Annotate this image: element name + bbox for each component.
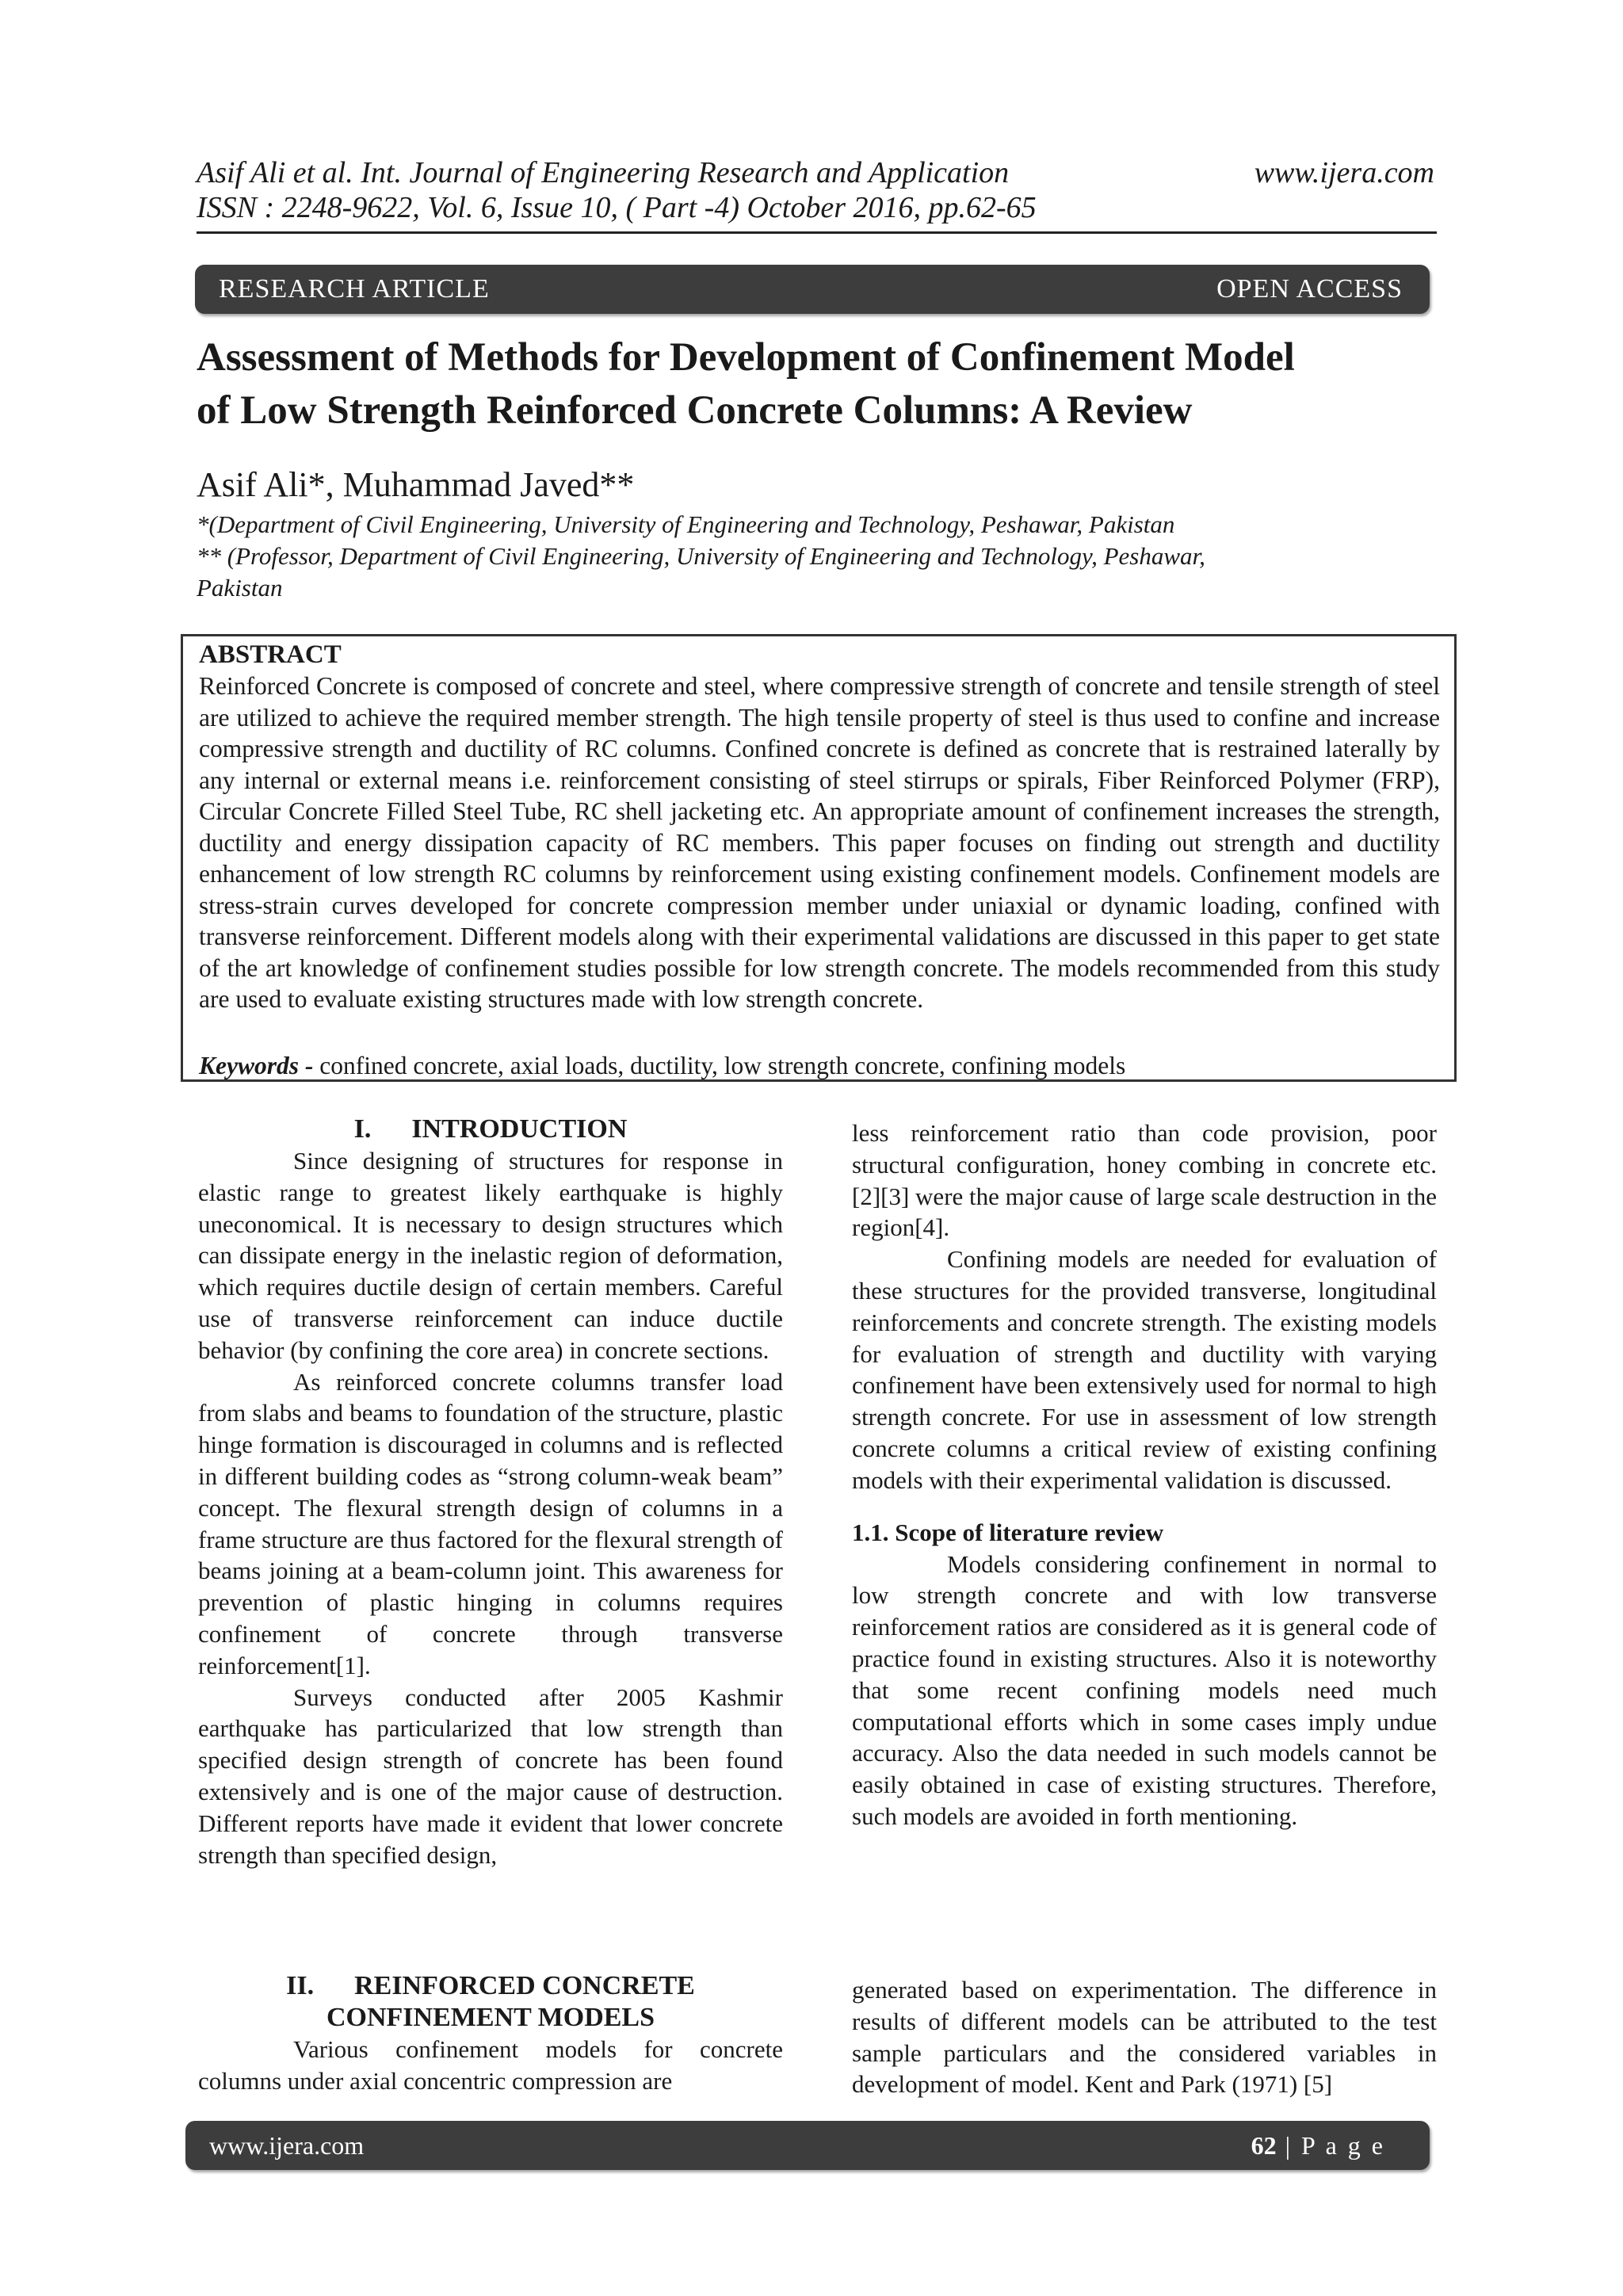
page-footer	[185, 2121, 1430, 2170]
paragraph: less reinforcement ratio than code provision, poor structural configuration, honey combing in concrete etc. [2][3] were the major cause of large scale destruction in the region[4].	[852, 1119, 1437, 1242]
subsection-heading-scope: 1.1. Scope of literature review	[852, 1518, 1164, 1546]
page-number	[1251, 2131, 1385, 2160]
paragraph: Various confinement models for concrete columns under axial concentric compression are	[198, 2035, 783, 2095]
title-line-2: of Low Strength Reinforced Concrete Columns: A Review	[197, 388, 1193, 433]
section-heading-line-2: CONFINEMENT MODELS	[326, 2003, 655, 2032]
running-header-citation	[197, 155, 1037, 225]
paragraph: Models considering confinement in normal to low strength concrete and with low transverse reinforcement ratios are considered as it is general code of practice found in existing structures. Also it is noteworthy that some recent confining models need much computational efforts which in some cases imply undue accuracy. Also the data needed in such models cannot be easily obtained in case of existing structures. Therefore, such models are avoided in forth mentioning.	[852, 1549, 1437, 1830]
open-access-label: OPEN ACCESS	[1216, 274, 1403, 304]
article-type-banner	[195, 265, 1430, 314]
paragraph: As reinforced concrete columns transfer load from slabs and beams to foundation of the structure, plastic hinge formation is discouraged in columns and is reflected in different building codes as “strong column-weak beam” concept. The flexural strength design of columns in a frame structure are thus factored for the flexural strength of beams joining at a beam-column joint. This awareness for prevention of plastic hinging in columns requires confinement of concrete through transverse reinforcement[1].	[198, 1367, 783, 1679]
abstract-heading: ABSTRACT	[199, 640, 342, 669]
right-column	[852, 1117, 1437, 1832]
citation-line-2: ISSN : 2248-9622, Vol. 6, Issue 10, ( Part -4) October 2016, pp.62-65	[197, 191, 1037, 224]
section-heading-introduction: I. INTRODUCTION	[353, 1114, 628, 1144]
footer-website: www.ijera.com	[209, 2131, 365, 2160]
citation-line-1: Asif Ali et al. Int. Journal of Engineering Research and Application	[197, 156, 1010, 189]
header-divider	[197, 231, 1437, 234]
keywords-text: confined concrete, axial loads, ductility, low strength concrete, confining models	[313, 1052, 1126, 1079]
author-list: Asif Ali*, Muhammad Javed**	[197, 465, 635, 504]
page-number-value: 62	[1251, 2131, 1277, 2160]
keywords-label: Keywords -	[199, 1052, 314, 1079]
research-article-label: RESEARCH ARTICLE	[219, 274, 490, 304]
paragraph: Surveys conducted after 2005 Kashmir earthquake has particularized that low strength than specified design strength of concrete has been found extensively and is one of the major cause of destruction. Different reports have made it evident that lower concrete strength than specified design,	[198, 1683, 783, 1869]
abstract-text: Reinforced Concrete is composed of concrete and steel, where compressive strength of concrete and tensile strength of steel are utilized to achieve the required member strength. The high tensile property of steel is thus used to confine and increase compressive strength and ductility of RC columns. Confined concrete is defined as concrete that is restrained laterally by any internal or external means i.e. reinforcement consisting of steel stirrups or spirals, Fiber Reinforced Polymer (FRP), Circular Concrete Filled Steel Tube, RC shell jacketing etc. An appropriate amount of confinement increases the strength, ductility and energy dissipation capacity of RC members. This paper focuses on finding out strength and ductility enhancement of low strength RC columns by reinforcement using existing confinement models. Confinement models are stress-strain curves developed for concrete compression member under uniaxial or dynamic loading, confined with transverse reinforcement. Different models along with their experimental validations are discussed in this paper to get state of the art knowledge of confinement studies possible for low strength concrete. The models recommended from this study are used to evaluate existing structures made with low strength concrete.	[199, 672, 1440, 1013]
journal-website-header: www.ijera.com	[1254, 156, 1434, 189]
paragraph: Since designing of structures for response in elastic range to greatest likely earthquake is highly uneconomical. It is necessary to design structures which can dissipate energy in the inelastic region of deformation, which requires ductile design of certain members. Careful use of transverse reinforcement can induce ductile behavior (by confining the core area) in concrete sections.	[198, 1147, 783, 1364]
affiliation-2-cont: Pakistan	[197, 574, 283, 602]
affiliation-1: *(Department of Civil Engineering, University of Engineering and Technology, Peshawar, Pakistan	[197, 510, 1175, 538]
section-heading-line-1: II. REINFORCED CONCRETE	[286, 1971, 695, 2000]
abstract-box	[181, 634, 1457, 1082]
left-column-section-2	[198, 1970, 783, 2097]
keywords-line	[199, 1051, 1440, 1081]
paragraph: generated based on experimentation. The difference in results of different models can be attributed to the test sample particulars and the considered variables in development of model. Kent and Park (1971) [5]	[852, 1976, 1437, 2099]
page-number-suffix: | P a g e	[1276, 2131, 1385, 2160]
title-line-1: Assessment of Methods for Development of Confinement Model	[197, 335, 1295, 380]
left-column	[198, 1114, 783, 1870]
paper-title	[197, 331, 1465, 437]
right-column-continued	[852, 1974, 1437, 2100]
paragraph: Confining models are needed for evaluation of these structures for the provided transverse, longitudinal reinforcements and concrete strength. The existing models for evaluation of strength and ductility with varying confinement have been extensively used for normal to high strength concrete. For use in assessment of low strength concrete columns a critical review of existing confining models with their experimental validation is discussed.	[852, 1245, 1437, 1494]
affiliations	[197, 509, 1433, 604]
affiliation-2: ** (Professor, Department of Civil Engineering, University of Engineering and Technology, Peshawar,	[197, 542, 1205, 570]
section-heading-confinement-models	[198, 1970, 783, 2034]
